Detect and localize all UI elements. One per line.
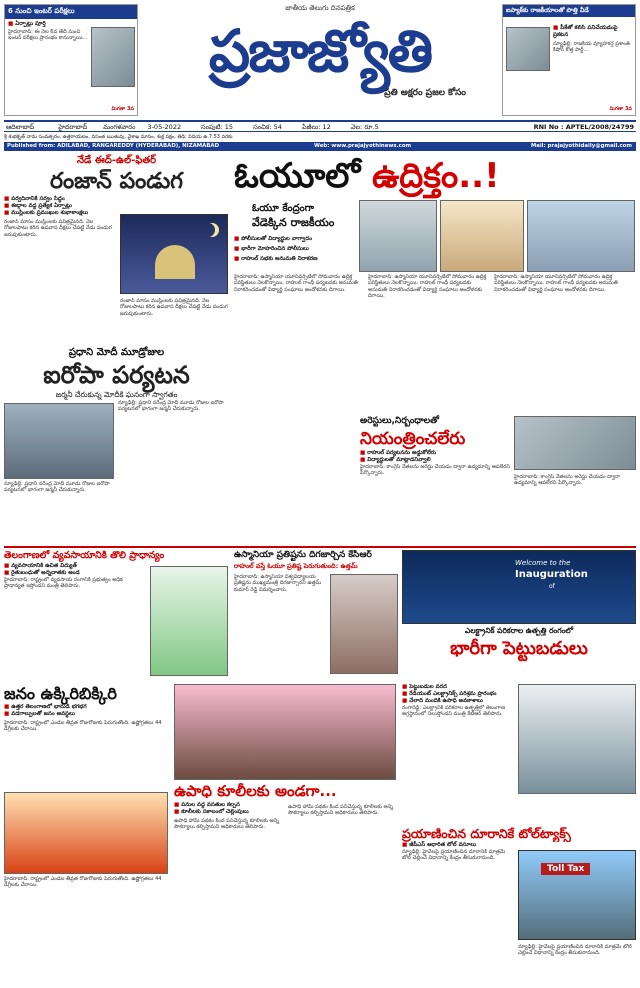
lead-bullet-2: ■ భారీగా మోహరించిన పోలీసులు (234, 246, 354, 253)
teaser-right-photo (506, 27, 550, 71)
agri-bullet-1: ■ వ్యవసాయానికి ఉచిత విద్యుత్ (4, 563, 144, 570)
mail-link[interactable]: Mail: prajajyothidaily@gmail.com (530, 143, 632, 149)
arrests-bullet-1: ■ రాహుల్ పర్యటనను అడ్డుకోలేరు (360, 450, 510, 457)
moon-icon (201, 223, 215, 237)
electronics-body-text: రంగారెడ్డి: ఎలక్ట్రానిక్ పరికరాల ఉత్పత్తిలో తెలంగాణ అగ్రస్థానంలో నిలుస్తోందని మంత్రి కేటీఆర్ తెలిపారు. (402, 705, 506, 718)
lead-headline-part2: ఉద్రిక్తం..! (372, 156, 500, 196)
ramzan-bullet-1: ■ పర్వదినానికి సర్వం సిద్ధం (4, 196, 114, 203)
lead-body-col3: హైదరాబాద్: ఉస్మానియా యూనివర్సిటీలో సోమవారం ఉద్రిక్త పరిస్థితులు నెలకొన్నాయి. రాహుల్ గాంధీ పర్యటనకు అనుమతి నిరాకరించడంతో విద్యార్థి సంఘాలు ఆందోళనకు దిగాయి. (494, 274, 618, 293)
lead-photo-3 (527, 200, 635, 272)
electronics-bullet-3: ■ వేలాది మందికి ఉపాధి అవకాశాలు (402, 698, 514, 705)
print-colorbar-mid (300, 982, 340, 988)
lead-body-col1: హైదరాబాద్: ఉస్మానియా యూనివర్సిటీలో సోమవారం ఉద్రిక్త పరిస్థితులు నెలకొన్నాయి. రాహుల్ గాంధీ పర్యటనకు అనుమతి నిరాకరించడంతో విద్యార్థి సంఘాలు ఆందోళనకు దిగాయి. (234, 274, 358, 293)
panchangam: శ్రీ శుభకృత్ నామ సంవత్సరం, ఉత్తరాయణం, వసంత ఋతువు, వైశాఖ మాసం, శుక్ల పక్షం, తిథి: విదియ ఉ.7.53 వరకు (4, 134, 233, 140)
modi-headline: ఐరోపా పర్యటన (43, 361, 190, 389)
print-colorbar-right (580, 982, 620, 988)
electronics-bullet-2: ■ రేడియంట్ ఎలక్ట్రానిక్స్ పరిశ్రమ ప్రారంభం (402, 691, 514, 698)
heat-bullet-1: ■ ఉత్తర తెలంగాణలో భానుడి భగభగ (4, 704, 168, 711)
modi-story[interactable] (4, 346, 229, 538)
toll-bullet-1: ■ జీపీఎస్ ఆధారిత టోల్ వసూలు (402, 842, 514, 849)
dateline-city2: హైదరాబాద్ (58, 123, 88, 131)
heat-headline: జనం ఉక్కిరిబిక్కిరి (4, 684, 117, 703)
ramzan-headline: రంజాన్ పండుగ (49, 169, 184, 194)
upadhi-body: ఉపాధి హామీ పథకం కింద పనిచేస్తున్న కూలీలకు అన్ని సౌకర్యాలు కల్పిస్తామని అధికారులు తెలిపారు. (174, 818, 280, 831)
modi-photo (4, 403, 114, 479)
upadhi-body-2: ఉపాధి హామీ పథకం కింద పనిచేస్తున్న కూలీలకు అన్ని సౌకర్యాలు కల్పిస్తామని అధికారులు తెలిపారు. (288, 804, 394, 817)
masthead-tagline: జాతీయ తెలుగు దినపత్రిక (285, 4, 355, 12)
dateline-price: వెల: రూ.5 (350, 123, 379, 131)
lead-headline (234, 154, 636, 198)
modi-body: న్యూఢిల్లీ: ప్రధాని నరేంద్ర మోదీ మూడు రోజుల ఐరోపా పర్యటనలో భాగంగా జర్మనీ చేరుకున్నారు. (118, 400, 224, 413)
dateline-volume: సంపుటి: 15 (201, 123, 234, 131)
top-right-teaser[interactable] (502, 4, 636, 116)
upadhi-bullet-1: ■ పనుల వద్ద వసతుల కల్పన (174, 802, 284, 809)
electronics-body (402, 684, 636, 822)
more-tag[interactable]: మిగతా 3వ (111, 106, 134, 112)
arrests-body: హైదరాబాద్: కాంగ్రెస్ నేతలను అరెస్టు చేయడం ద్వారా ఉద్యమాన్ని ఆపలేరని పేర్కొన్నారు. (360, 464, 510, 477)
osmania-story[interactable] (234, 550, 398, 680)
published-line: Published from: ADILABAD, RANGAREDDY (HYDERABAD), NIZAMABAD (7, 143, 220, 149)
upadhi-headline: ఉపాధి కూలీలకు అండగా... (174, 782, 337, 800)
electronics-photo-2 (518, 684, 636, 794)
heat-photo (4, 792, 168, 874)
ramzan-body-2: రంజాన్ మాసం ముస్లింలకు పవిత్రమైనది. నెల రోజులపాటు కఠిన ఉపవాస దీక్షలు చేపట్టి నేడు పండుగ జరుపుకుంటారు. (120, 298, 228, 317)
arrests-body-2: హైదరాబాద్: కాంగ్రెస్ నేతలను అరెస్టు చేయడం ద్వారా ఉద్యమాన్ని ఆపలేరని పేర్కొన్నారు. (514, 474, 620, 487)
teaser-photo (91, 27, 135, 87)
modi-kicker: ప్రధాని మోదీ మూడ్రోజుల (68, 347, 165, 358)
toll-body-2: న్యూఢిల్లీ: హైవేలపై ప్రయాణించిన దూరానికి మాత్రమే టోల్ చెల్లించే విధానాన్ని కేంద్రం తీసుకురానుంది. (518, 944, 632, 957)
osmania-photo (330, 574, 398, 674)
ramzan-story[interactable] (4, 154, 229, 344)
mosque-icon (155, 245, 195, 279)
ramzan-bullet-2: ■ ఈద్గాల వద్ద ప్రత్యేక ఏర్పాట్లు (4, 203, 114, 210)
arrests-story[interactable] (360, 416, 636, 546)
lead-sub-2: వేడెక్కిన రాజకీయం (252, 216, 335, 229)
heat-story[interactable] (4, 684, 168, 984)
electronics-headline: భారీగా పెట్టుబడులు (450, 638, 588, 659)
arrests-kicker: అరెస్టులు,నిర్బంధాలతో (360, 416, 439, 426)
teaser-right-bullet: ■ పీకేతో కలిసి పనిచేయడంపై ప్రకటన (553, 25, 633, 39)
heat-body: హైదరాబాద్: రాష్ట్రంలో ఎండల తీవ్రత రోజురోజుకు పెరుగుతోంది. ఉష్ణోగ్రతలు 44 డిగ్రీలకు చేరాయి. (4, 720, 162, 733)
lead-body-col2: హైదరాబాద్: ఉస్మానియా యూనివర్సిటీలో సోమవారం ఉద్రిక్త పరిస్థితులు నెలకొన్నాయి. రాహుల్ గాంధీ పర్యటనకు అనుమతి నిరాకరించడంతో విద్యార్థి సంఘాలు ఆందోళనకు దిగాయి. (368, 274, 487, 300)
toll-headline: ప్రయాణించిన దూరానికే టోల్‌ట్యాక్స్ (402, 826, 571, 841)
lead-bullet-1: ■ పోలీసులతో విద్యార్థుల వాగ్వాదం (234, 236, 354, 243)
masthead-title[interactable]: ప్రజాజ్యోతి (208, 17, 432, 85)
teaser-bullet: ■ ఏర్పాట్లు పూర్తి (8, 21, 134, 28)
upadhi-story[interactable] (174, 684, 396, 984)
ramzan-kicker: నేడే ఈద్-ఉల్-ఫితర్ (76, 155, 157, 166)
toll-body: న్యూఢిల్లీ: హైవేలపై ప్రయాణించిన దూరానికి మాత్రమే టోల్ చెల్లించే విధానాన్ని కేంద్రం తీసుకురానుంది. (402, 849, 506, 862)
teaser-heading: 6 నుంచి ఇంటర్ పరీక్షలు (5, 5, 137, 19)
top-left-teaser[interactable] (4, 4, 138, 116)
dateline-pages: పేజీలు: 12 (301, 123, 331, 131)
masthead (144, 4, 496, 116)
screen-line-3: of (549, 583, 555, 590)
print-colorbar-left (10, 982, 50, 988)
lead-photo-2 (440, 200, 524, 272)
osmania-body: హైదరాబాద్: ఉస్మానియా విశ్వవిద్యాలయ ప్రతిష్టను ముఖ్యమంత్రి దిగజార్చారని ఉత్తమ్ కుమార్ రెడ్డి విమర్శించారు. (234, 574, 322, 593)
lead-sub-1: ఓయూ కేంద్రంగా (252, 203, 314, 214)
lead-story[interactable] (234, 154, 636, 416)
ramzan-body: రంజాన్ మాసం ముస్లింలకు పవిత్రమైనది. నెల రోజులపాటు కఠిన ఉపవాస దీక్షలు చేపట్టి నేడు పండుగ జరుపుకుంటారు. (4, 219, 112, 238)
electronics-kicker: ఎలక్ట్రానిక్ పరికరాల ఉత్పత్తి రంగంలో (464, 626, 574, 635)
dateline-rni: RNI No : APTEL/2008/24799 (533, 123, 634, 131)
more-tag-right[interactable]: మిగతా 3వ (609, 106, 632, 112)
lead-headline-part1: ఓయూలో (234, 156, 361, 196)
teaser-right-text: న్యూఢిల్లీ: రాజకీయ వ్యూహకర్త ప్రశాంత్ కిషోర్ కొత్త పార్టీ... (553, 41, 631, 54)
heat-body-2: హైదరాబాద్: రాష్ట్రంలో ఎండల తీవ్రత రోజురోజుకు పెరుగుతోంది. ఉష్ణోగ్రతలు 44 డిగ్రీలకు చేరాయి. (4, 876, 162, 889)
teaser-text: హైదరాబాద్: ఈ నెల 6వ తేదీ నుంచి ఇంటర్ పరీక్షలు ప్రారంభం కానున్నాయి... (8, 29, 88, 42)
screen-line-1: Welcome to the (515, 559, 571, 567)
osmania-headline: ఉస్మానియా ప్రతిష్టను దిగజార్చిన కేసీఆర్ (234, 550, 372, 560)
publish-strip (4, 142, 636, 151)
section-divider (4, 546, 636, 548)
dateline-date: 3-05-2022 (147, 123, 182, 131)
agri-bullet-2: ■ రైతుబంధుతో అన్నదాతకు అండ (4, 570, 144, 577)
masthead-slogan: ప్రతి అక్షరం ప్రజల కోసం (384, 88, 466, 98)
modi-body-2: న్యూఢిల్లీ: ప్రధాని నరేంద్ర మోదీ మూడు రోజుల ఐరోపా పర్యటనలో భాగంగా జర్మనీ చేరుకున్నారు. (4, 481, 110, 494)
ramzan-photo (120, 214, 228, 294)
arrests-headline: నియంత్రించలేరు (360, 429, 466, 449)
modi-sub: జర్మనీ చేరుకున్న మోదీకి ఘనంగా స్వాగతం (55, 390, 178, 399)
arrests-photo (514, 416, 636, 470)
lead-bullet-3: ■ రాహుల్ సభకు అనుమతి నిరాకరణ (234, 256, 354, 263)
electronics-bullet-1: ■ పెట్టుబడుల వరద (402, 684, 514, 691)
heat-bullet-2: ■ వడగాల్పులతో జనం అవస్థలు (4, 711, 168, 718)
website-link[interactable]: Web: www.prajajyothinews.com (314, 143, 412, 149)
toll-photo (518, 850, 636, 940)
teaser-right-heading: ఐప్యాక్‌కు రాజకీయాలతో పొత్తి వీడే (503, 5, 635, 17)
upadhi-photo (174, 684, 396, 780)
dateline-issue: సంచిక: 54 (253, 123, 282, 131)
dateline-city1: ఆదిలాబాద్ (6, 123, 35, 131)
dateline-day: మంగళవారం (103, 123, 136, 131)
ramzan-bullet-3: ■ ముస్లింలకు ప్రముఖుల శుభాకాంక్షలు (4, 210, 114, 217)
agri-body: హైదరాబాద్: రాష్ట్రంలో వ్యవసాయ రంగానికి ప్రభుత్వం అధిక ప్రాధాన్యత ఇస్తోందని మంత్రి తెలిపారు. (4, 577, 123, 590)
lead-photo-1 (359, 200, 437, 272)
electronics-photo (402, 550, 636, 624)
toll-sign: Toll Tax (541, 863, 590, 875)
upadhi-bullet-2: ■ కూలీలకు సకాలంలో చెల్లింపులు (174, 809, 284, 816)
arrests-bullet-2: ■ విద్యార్థులతో మాట్లాడనివ్వాలి (360, 457, 510, 464)
electronics-story[interactable] (402, 550, 636, 680)
osmania-sub: రాహుల్ వస్తే ఓయూ ప్రతిష్ట పెరుగుతుంది: ఉత్తమ్ (234, 562, 358, 570)
agri-headline: తెలంగాణలో వ్యవసాయానికి తొలి ప్రాధాన్యం (4, 550, 165, 561)
toll-story[interactable] (402, 826, 636, 982)
screen-line-2: Inauguration (515, 569, 588, 580)
agri-story[interactable] (4, 550, 229, 680)
agri-photo (150, 566, 228, 676)
dateline (4, 120, 636, 132)
